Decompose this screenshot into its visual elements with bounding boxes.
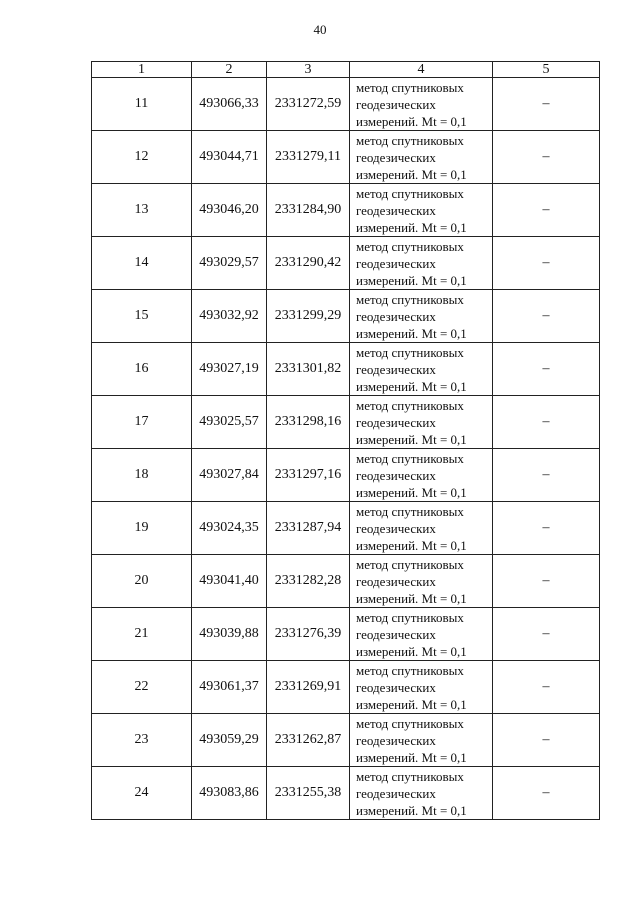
method-text-line: измерений. Mt = 0,1	[356, 696, 467, 712]
method-text-line: измерений. Mt = 0,1	[356, 272, 467, 288]
method-text-line: геодезических	[356, 149, 436, 165]
point-number-cell: 22	[92, 661, 192, 714]
point-number-cell: 20	[92, 555, 192, 608]
method-text-line: метод спутниковых	[356, 556, 464, 572]
x-coordinate-cell: 493027,19	[192, 343, 267, 396]
y-coordinate-cell: 2331279,11	[267, 131, 350, 184]
note-cell: –	[493, 290, 600, 343]
table-row	[92, 237, 600, 290]
y-coordinate-cell: 2331262,87	[267, 714, 350, 767]
x-coordinate-cell: 493083,86	[192, 767, 267, 820]
method-text-line: геодезических	[356, 414, 436, 430]
note-cell: –	[493, 449, 600, 502]
x-coordinate-cell: 493059,29	[192, 714, 267, 767]
method-text-line: геодезических	[356, 732, 436, 748]
method-text-line: геодезических	[356, 679, 436, 695]
table-row	[92, 555, 600, 608]
table-row	[92, 78, 600, 131]
y-coordinate-cell: 2331284,90	[267, 184, 350, 237]
table-row	[92, 449, 600, 502]
point-number-cell: 15	[92, 290, 192, 343]
point-number-cell: 18	[92, 449, 192, 502]
x-coordinate-cell: 493046,20	[192, 184, 267, 237]
header-row	[92, 62, 600, 78]
table-row	[92, 290, 600, 343]
point-number-cell: 14	[92, 237, 192, 290]
note-cell: –	[493, 555, 600, 608]
method-text-line: метод спутниковых	[356, 132, 464, 148]
y-coordinate-cell: 2331298,16	[267, 396, 350, 449]
x-coordinate-cell: 493039,88	[192, 608, 267, 661]
table-row	[92, 396, 600, 449]
method-cell	[350, 767, 493, 820]
point-number-cell: 12	[92, 131, 192, 184]
method-text-line: метод спутниковых	[356, 503, 464, 519]
point-number-cell: 17	[92, 396, 192, 449]
x-coordinate-cell: 493024,35	[192, 502, 267, 555]
method-text-line: геодезических	[356, 520, 436, 536]
method-cell	[350, 555, 493, 608]
method-text-line: геодезических	[356, 96, 436, 112]
method-text-line: измерений. Mt = 0,1	[356, 431, 467, 447]
point-number-cell: 21	[92, 608, 192, 661]
y-coordinate-cell: 2331269,91	[267, 661, 350, 714]
method-text-line: геодезических	[356, 202, 436, 218]
y-coordinate-cell: 2331290,42	[267, 237, 350, 290]
method-text-line: измерений. Mt = 0,1	[356, 484, 467, 500]
method-text-line: геодезических	[356, 361, 436, 377]
y-coordinate-cell: 2331287,94	[267, 502, 350, 555]
point-number-cell: 11	[92, 78, 192, 131]
method-cell	[350, 661, 493, 714]
header-col-4: 4	[350, 62, 493, 78]
method-cell	[350, 714, 493, 767]
y-coordinate-cell: 2331297,16	[267, 449, 350, 502]
method-text-line: метод спутниковых	[356, 662, 464, 678]
note-cell: –	[493, 131, 600, 184]
method-text-line: геодезических	[356, 308, 436, 324]
y-coordinate-cell: 2331301,82	[267, 343, 350, 396]
method-text-line: геодезических	[356, 467, 436, 483]
x-coordinate-cell: 493027,84	[192, 449, 267, 502]
method-text-line: геодезических	[356, 255, 436, 271]
method-text-line: измерений. Mt = 0,1	[356, 537, 467, 553]
x-coordinate-cell: 493061,37	[192, 661, 267, 714]
method-text-line: метод спутниковых	[356, 768, 464, 784]
method-text-line: измерений. Mt = 0,1	[356, 325, 467, 341]
x-coordinate-cell: 493032,92	[192, 290, 267, 343]
method-text-line: метод спутниковых	[356, 79, 464, 95]
note-cell: –	[493, 343, 600, 396]
x-coordinate-cell: 493066,33	[192, 78, 267, 131]
method-text-line: метод спутниковых	[356, 185, 464, 201]
point-number-cell: 23	[92, 714, 192, 767]
method-text-line: измерений. Mt = 0,1	[356, 219, 467, 235]
method-text-line: геодезических	[356, 626, 436, 642]
table-row	[92, 343, 600, 396]
header-col-5: 5	[493, 62, 600, 78]
x-coordinate-cell: 493025,57	[192, 396, 267, 449]
method-text-line: измерений. Mt = 0,1	[356, 802, 467, 818]
x-coordinate-cell: 493044,71	[192, 131, 267, 184]
table-row	[92, 502, 600, 555]
y-coordinate-cell: 2331272,59	[267, 78, 350, 131]
method-cell	[350, 184, 493, 237]
note-cell: –	[493, 608, 600, 661]
note-cell: –	[493, 767, 600, 820]
y-coordinate-cell: 2331299,29	[267, 290, 350, 343]
note-cell: –	[493, 396, 600, 449]
method-cell	[350, 343, 493, 396]
method-text-line: метод спутниковых	[356, 344, 464, 360]
table-header	[92, 62, 600, 78]
method-text-line: измерений. Mt = 0,1	[356, 378, 467, 394]
method-text-line: метод спутниковых	[356, 238, 464, 254]
method-text-line: метод спутниковых	[356, 609, 464, 625]
table-row	[92, 131, 600, 184]
y-coordinate-cell: 2331276,39	[267, 608, 350, 661]
method-cell	[350, 396, 493, 449]
x-coordinate-cell: 493029,57	[192, 237, 267, 290]
method-text-line: геодезических	[356, 573, 436, 589]
method-text-line: измерений. Mt = 0,1	[356, 113, 467, 129]
note-cell: –	[493, 714, 600, 767]
header-col-1: 1	[92, 62, 192, 78]
point-number-cell: 13	[92, 184, 192, 237]
note-cell: –	[493, 184, 600, 237]
coordinates-table	[91, 61, 600, 820]
page-number: 40	[313, 22, 327, 37]
method-cell	[350, 608, 493, 661]
note-cell: –	[493, 661, 600, 714]
header-col-2: 2	[192, 62, 267, 78]
method-cell	[350, 131, 493, 184]
method-text-line: метод спутниковых	[356, 450, 464, 466]
method-text-line: измерений. Mt = 0,1	[356, 643, 467, 659]
table-row	[92, 661, 600, 714]
table-row	[92, 608, 600, 661]
method-text-line: измерений. Mt = 0,1	[356, 749, 467, 765]
note-cell: –	[493, 78, 600, 131]
point-number-cell: 19	[92, 502, 192, 555]
method-cell	[350, 290, 493, 343]
method-text-line: метод спутниковых	[356, 291, 464, 307]
x-coordinate-cell: 493041,40	[192, 555, 267, 608]
y-coordinate-cell: 2331255,38	[267, 767, 350, 820]
method-text-line: измерений. Mt = 0,1	[356, 166, 467, 182]
method-text-line: геодезических	[356, 785, 436, 801]
note-cell: –	[493, 502, 600, 555]
method-cell	[350, 502, 493, 555]
table-body	[92, 78, 600, 820]
method-text-line: измерений. Mt = 0,1	[356, 590, 467, 606]
y-coordinate-cell: 2331282,28	[267, 555, 350, 608]
table-row	[92, 184, 600, 237]
header-col-3: 3	[267, 62, 350, 78]
method-cell	[350, 78, 493, 131]
method-text-line: метод спутниковых	[356, 715, 464, 731]
note-cell: –	[493, 237, 600, 290]
table-row	[92, 714, 600, 767]
method-cell	[350, 449, 493, 502]
table-row	[92, 767, 600, 820]
method-text-line: метод спутниковых	[356, 397, 464, 413]
method-cell	[350, 237, 493, 290]
point-number-cell: 16	[92, 343, 192, 396]
point-number-cell: 24	[92, 767, 192, 820]
